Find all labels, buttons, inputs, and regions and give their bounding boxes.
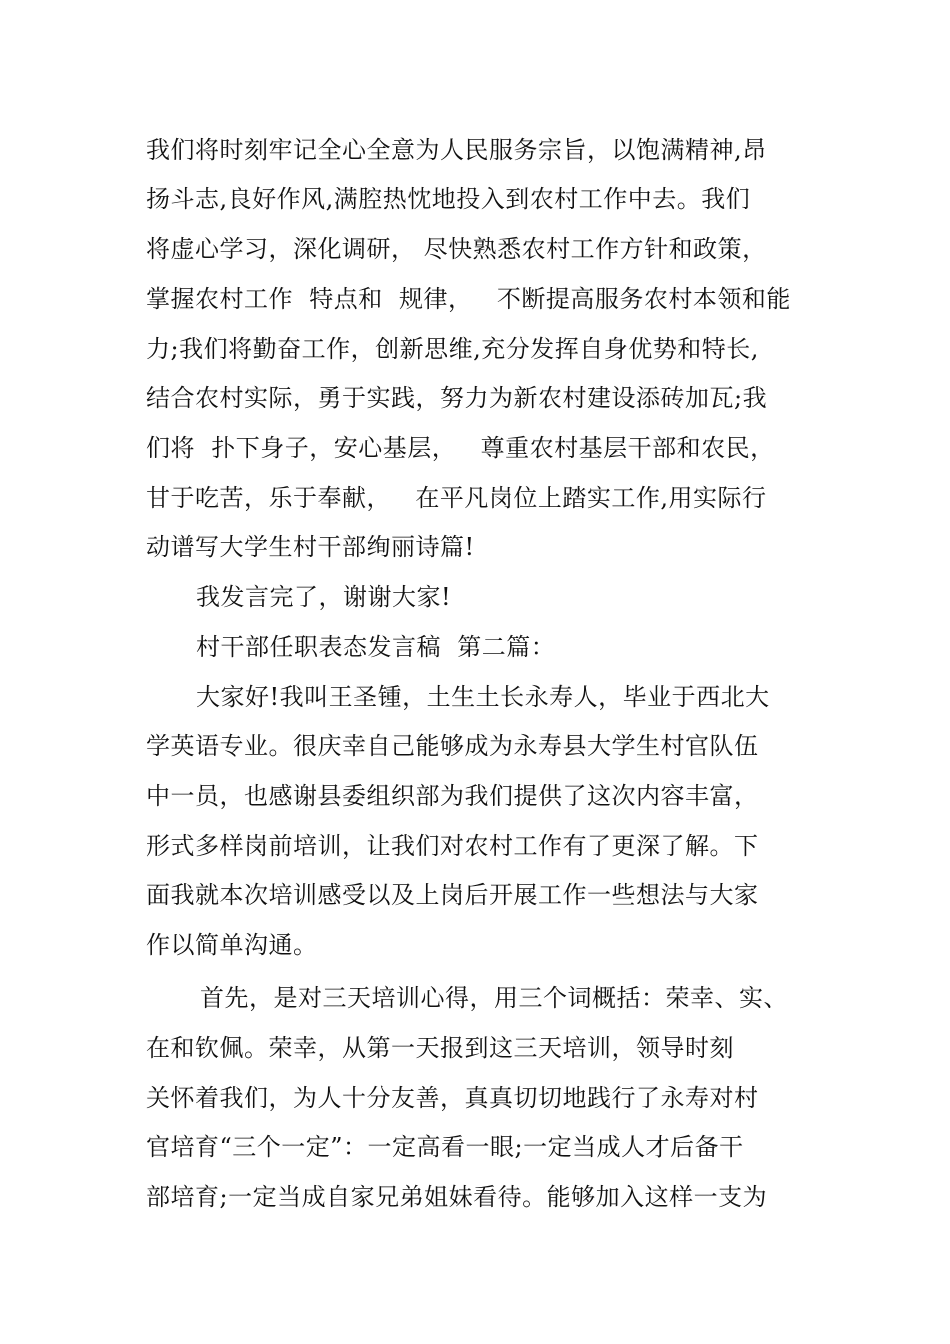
closing-line: 我发言完了，谢谢大家! (196, 583, 452, 611)
text-line: 大家好!我叫王圣锺，土生土长永寿人，毕业于西北大 (196, 683, 770, 711)
text-line: 中一员，也感谢县委组织部为我们提供了这次内容丰富， (146, 782, 759, 810)
text-line: 部培育;一定当成自家兄弟姐妹看待。能够加入这样一支为 (146, 1183, 768, 1211)
text-line: 们将 扑下身子，安心基层， 尊重农村基层干部和农民， (146, 434, 775, 462)
text-line: 面我就本次培训感受以及上岗后开展工作一些想法与大家 (146, 881, 759, 909)
text-line: 作以简单沟通。 (146, 931, 318, 959)
text-line: 在和钦佩。荣幸，从第一天报到这三天培训，领导时刻 (146, 1034, 734, 1062)
text-line: 将虚心学习，深化调研， 尽快熟悉农村工作方针和政策， (146, 235, 767, 263)
text-line: 动谱写大学生村干部绚丽诗篇! (146, 533, 475, 561)
section-heading: 村干部任职表态发言稿 第二篇： (196, 633, 556, 661)
text-line: 我们将时刻牢记全心全意为人民服务宗旨，以饱满精神,昂 (146, 136, 767, 164)
text-line: 力;我们将勤奋工作，创新思维,充分发挥自身优势和特长, (146, 335, 759, 363)
text-line: 官培育“三个一定”：一定高看一眼;一定当成人才后备干 (146, 1133, 744, 1161)
text-line: 学英语专业。很庆幸自己能够成为永寿县大学生村官队伍 (146, 732, 759, 760)
text-line: 扬斗志,良好作风,满腔热忱地投入到农村工作中去。我们 (146, 185, 751, 213)
text-line: 结合农村实际，勇于实践，努力为新农村建设添砖加瓦;我 (146, 384, 768, 412)
text-line: 掌握农村工作 特点和 规律， 不断提高服务农村本领和能 (146, 285, 791, 313)
text-line: 首先，是对三天培训心得，用三个词概括：荣幸、实、 (200, 984, 788, 1012)
text-line: 甘于吃苦，乐于奉献， 在平凡岗位上踏实工作,用实际行 (146, 484, 767, 512)
text-line: 形式多样岗前培训，让我们对农村工作有了更深了解。下 (146, 832, 759, 860)
text-line: 关怀着我们，为人十分友善，真真切切地践行了永寿对村 (146, 1084, 759, 1112)
